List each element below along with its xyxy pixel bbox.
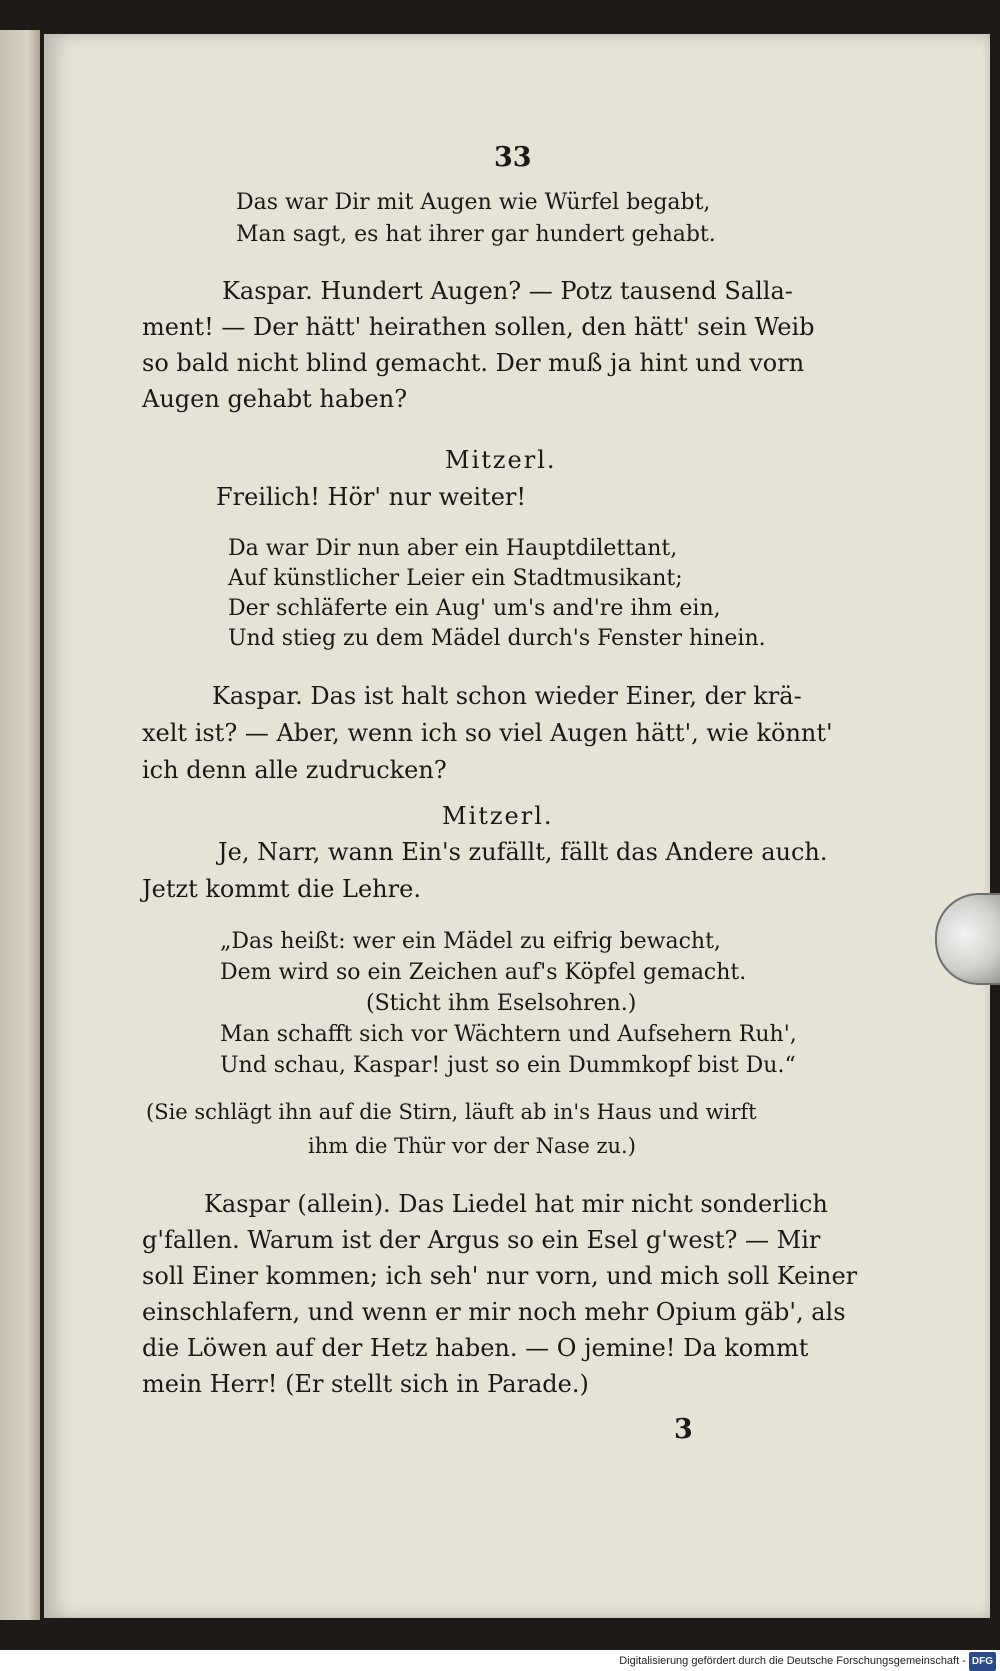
verse-line: Und stieg zu dem Mädel durch's Fenster hinein. [228,626,766,651]
adjacent-page-edge [0,30,40,1620]
dfg-logo: DFG [969,1652,996,1671]
prose-line: g'fallen. Warum ist der Argus so ein Esel g'west? — Mir [142,1226,821,1254]
verse-line: Und schau, Kaspar! just so ein Dummkopf bist Du.“ [220,1053,796,1078]
prose-line: die Löwen auf der Hetz haben. — O jemine! Da kommt [142,1334,809,1362]
prose-line: Kaspar (allein). Das Liedel hat mir nicht sonderlich [204,1190,828,1218]
signature-mark: 3 [674,1414,693,1445]
verse-line: Der schläferte ein Aug' um's and're ihm ein, [228,596,721,621]
speaker-heading: Mitzerl. [442,802,554,830]
prose-line: xelt ist? — Aber, wenn ich so viel Augen hätt', wie könnt' [142,719,833,747]
verse-line: Da war Dir nun aber ein Hauptdilettant, [228,536,678,561]
speaker-heading: Mitzerl. [445,446,557,474]
verse-line: Das war Dir mit Augen wie Würfel begabt, [236,190,711,215]
prose-line: Jetzt kommt die Lehre. [142,875,421,903]
prose-line: einschlafern, und wenn er mir noch mehr Opium gäb', als [142,1298,846,1326]
prose-line: ment! — Der hätt' heirathen sollen, den hätt' sein Weib [142,313,815,341]
verse-line: Man sagt, es hat ihrer gar hundert gehabt. [236,222,716,247]
stage-direction-inline: (Sticht ihm Eselsohren.) [366,991,637,1016]
digitization-footer [0,1652,1000,1671]
prose-line: mein Herr! (Er stellt sich in Parade.) [142,1370,589,1398]
prose-line: ich denn alle zudrucken? [142,756,447,784]
prose-line: Je, Narr, wann Ein's zufällt, fällt das Andere auch. [218,838,828,866]
footer-text: Digitalisierung gefördert durch die Deutsche Forschungsgemeinschaft - [619,1655,966,1667]
verse-line: „Das heißt: wer ein Mädel zu eifrig bewacht, [220,929,721,954]
prose-line: soll Einer kommen; ich seh' nur vorn, und mich soll Keiner [142,1262,858,1290]
page-number: 33 [494,142,532,173]
prose-line: Augen gehabt haben? [142,385,408,413]
stage-direction: (Sie schlägt ihn auf die Stirn, läuft ab in's Haus und wirft [146,1100,757,1124]
prose-line: Kaspar. Hundert Augen? — Potz tausend Salla- [222,277,793,305]
verse-line: Man schafft sich vor Wächtern und Aufsehern Ruh', [220,1022,797,1047]
verse-line: Auf künstlicher Leier ein Stadtmusikant; [228,566,683,591]
prose-line: so bald nicht blind gemacht. Der muß ja hint und vorn [142,349,805,377]
stage-direction: ihm die Thür vor der Nase zu.) [308,1134,636,1158]
verse-line: Dem wird so ein Zeichen auf's Köpfel gemacht. [220,960,747,985]
prose-line: Freilich! Hör' nur weiter! [216,483,527,511]
prose-line: Kaspar. Das ist halt schon wieder Einer, der krä- [212,682,802,710]
